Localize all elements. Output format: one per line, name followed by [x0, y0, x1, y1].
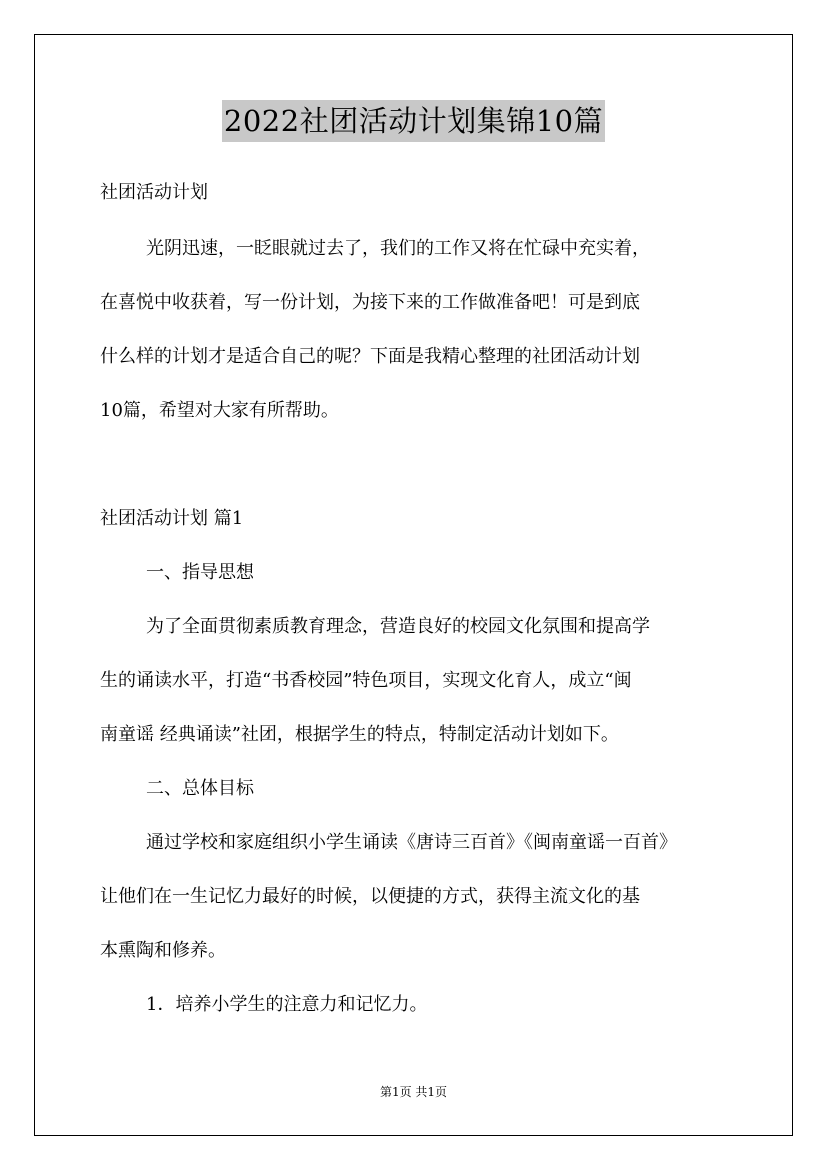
- para-1-line-1: 为了全面贯彻素质教育理念，营造良好的校园文化氛围和提高学: [146, 616, 650, 637]
- document-title: 2022社团活动计划集锦10篇: [222, 100, 605, 142]
- section-heading: 社团活动计划 篇1: [100, 508, 244, 529]
- page-footer: 第1页 共1页: [379, 1085, 448, 1099]
- title-container: [0, 100, 827, 142]
- para-1-line-3: 南童谣 经典诵读”社团，根据学生的特点，特制定活动计划如下。: [100, 724, 619, 745]
- para-1-line-2: 生的诵读水平，打造“书香校园”特色项目，实现文化育人，成立“闽: [100, 670, 632, 691]
- heading-guiding-ideology: 一、指导思想: [146, 562, 254, 583]
- para-2-line-1: 通过学校和家庭组织小学生诵读《唐诗三百首》《闽南童谣一百首》: [146, 832, 677, 853]
- intro-line-4: 10篇，希望对大家有所帮助。: [100, 400, 339, 421]
- intro-line-2: 在喜悦中收获着，写一份计划，为接下来的工作做准备吧！可是到底: [100, 292, 640, 313]
- intro-line-3: 什么样的计划才是适合自己的呢？下面是我精心整理的社团活动计划: [100, 346, 640, 367]
- para-2-line-3: 本熏陶和修养。: [100, 940, 226, 961]
- intro-heading: 社团活动计划: [100, 182, 208, 203]
- list-item-1: 1．培养小学生的注意力和记忆力。: [146, 994, 428, 1015]
- para-2-line-2: 让他们在一生记忆力最好的时候，以便捷的方式，获得主流文化的基: [100, 886, 640, 907]
- intro-line-1: 光阴迅速，一眨眼就过去了，我们的工作又将在忙碌中充实着，: [146, 238, 650, 259]
- heading-overall-goal: 二、总体目标: [146, 778, 254, 799]
